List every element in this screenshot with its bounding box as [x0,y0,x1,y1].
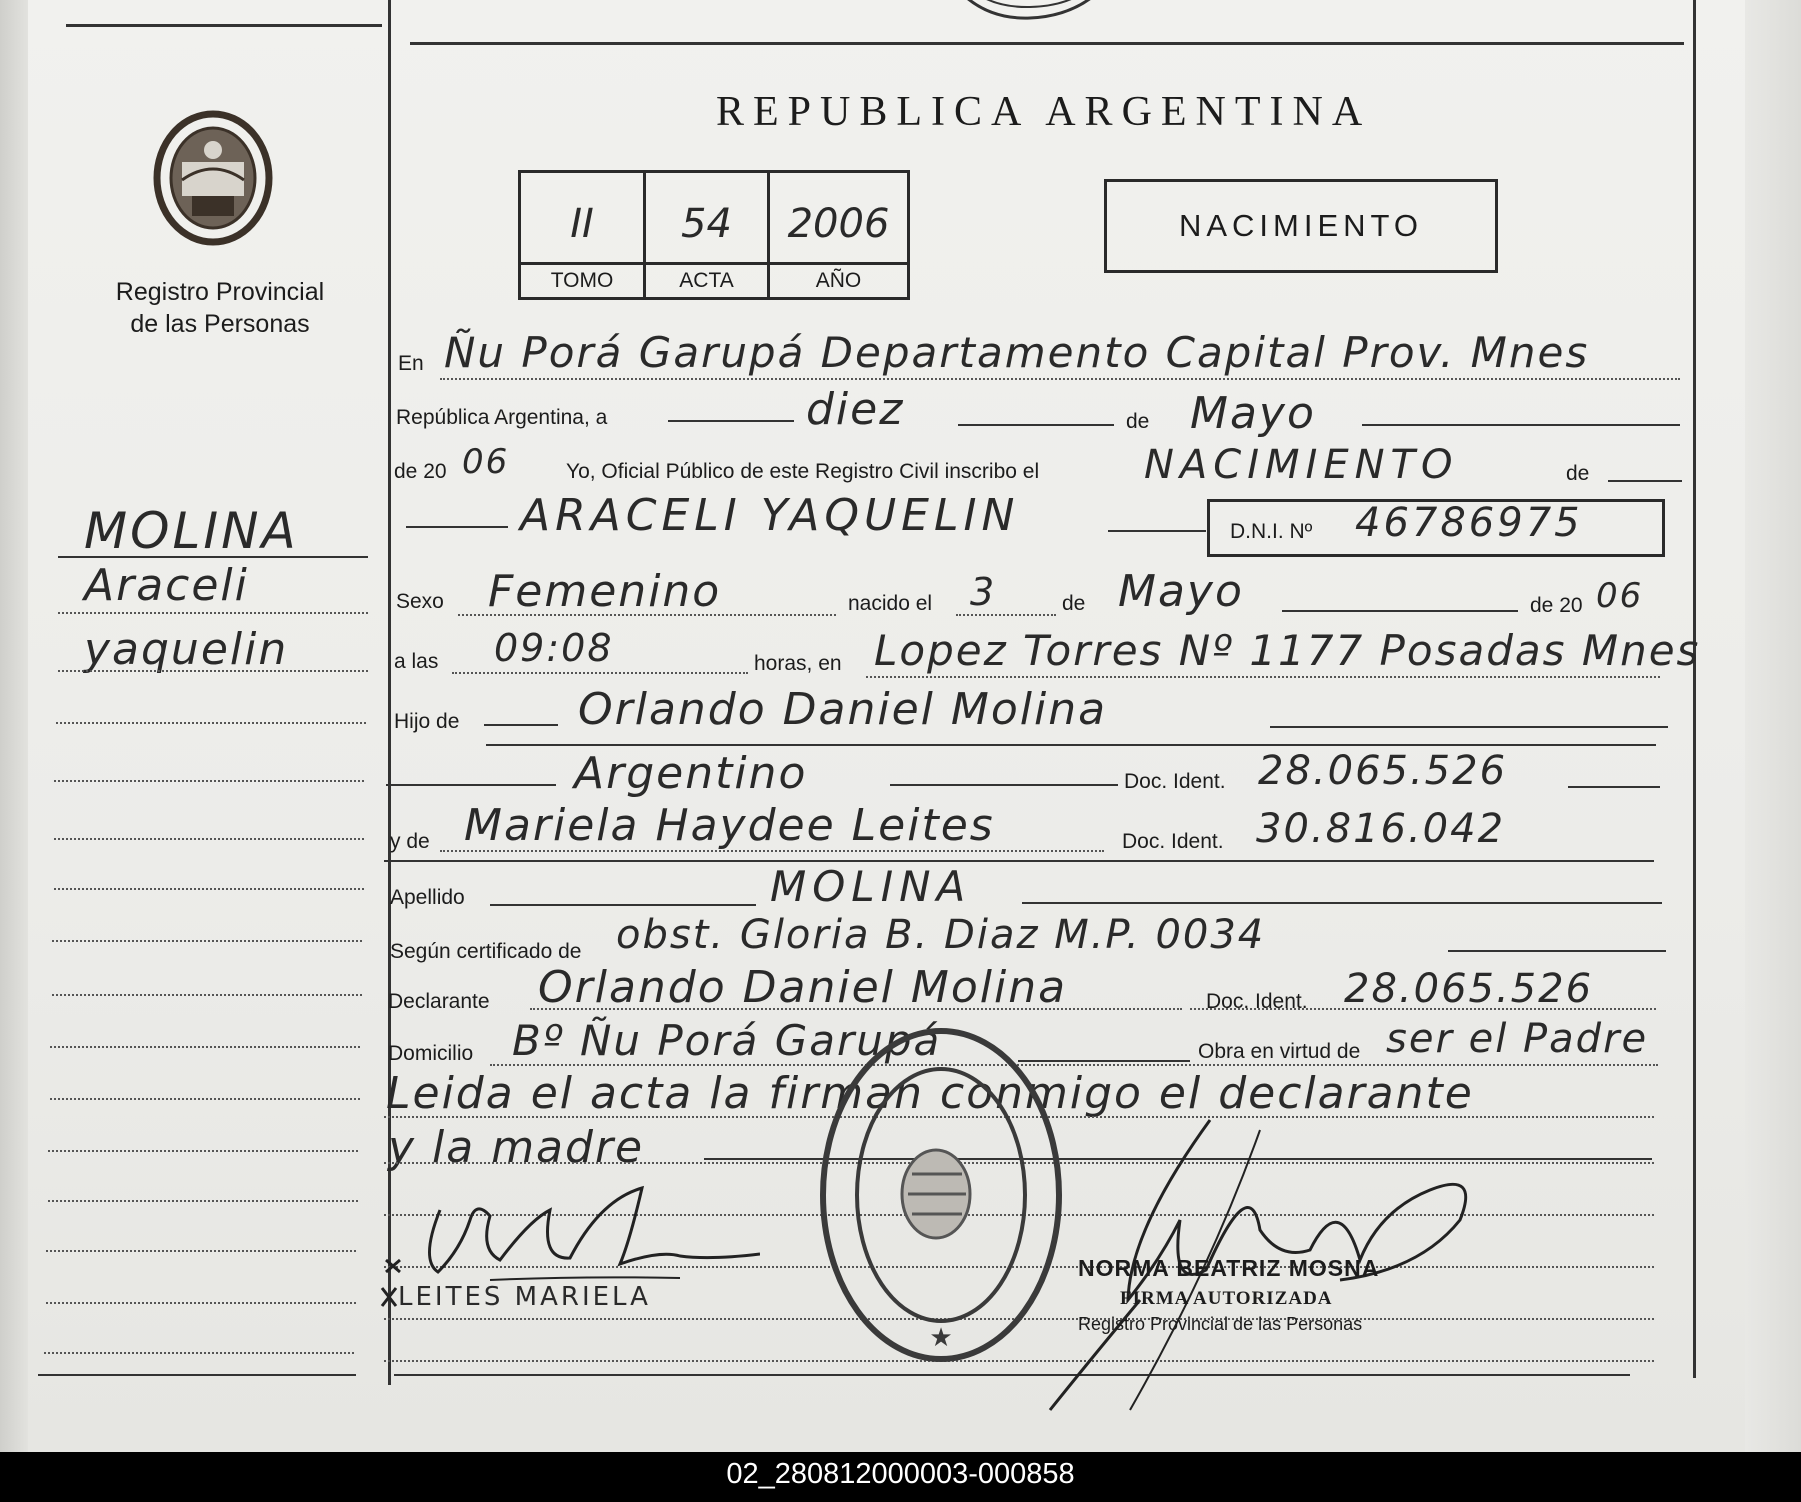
margin-rule-12 [48,1150,358,1152]
margin-rule-3 [58,670,368,672]
declarante-doc-label: Doc. Ident. [1206,990,1308,1013]
margin-rule-16 [44,1352,354,1354]
nac-trail-line [890,784,1118,786]
padre-value: Orlando Daniel Molina [578,684,1108,735]
country-title: REPUBLICA ARGENTINA [716,89,1372,135]
dia-value: diez [806,384,905,435]
name-trail-line [1108,530,1206,532]
bottom-rule-left [38,1374,356,1376]
obra-label: Obra en virtud de [1198,1040,1361,1063]
declarante-label: Declarante [388,990,490,1013]
horas-en-label: horas, en [754,652,842,675]
apellido-lead-line [490,904,756,906]
nacido-dia-value: 3 [970,570,997,614]
leida-value: Leida el acta la firman conmigo el declarante [386,1068,1474,1119]
nacido-mes-value: Mayo [1118,566,1244,617]
file-id-label: 02_280812000003-000858 [726,1458,1075,1490]
margin-rule-6 [54,838,364,840]
sexo-line [458,614,836,616]
padre-doc-value: 28.065.526 [1258,748,1508,794]
margin-rule-13 [48,1200,358,1202]
segun-line [1448,950,1666,952]
de-line-2 [1608,480,1682,482]
en-label: En [398,352,424,375]
madre-value: Mariela Haydee Leites [464,800,995,851]
sexo-label: Sexo [396,590,444,613]
tomo-value: II [570,201,594,247]
official-title: FIRMA AUTORIZADA [1120,1288,1333,1309]
padre-lead-line [484,724,558,726]
margin-rule-14 [46,1250,356,1252]
official-registry: Registro Provincial de las Personas [1078,1314,1363,1334]
margin-rule-9 [52,994,362,996]
registry-name-line2: de las Personas [130,310,310,338]
anio-cell [770,173,907,297]
apellido-label: Apellido [390,886,465,909]
top-rule-left [66,24,382,27]
record-type-box: NACIMIENTO [1104,179,1498,273]
dni-value: 46786975 [1355,500,1583,546]
padre-trail-line [1270,726,1668,728]
dni-box [1207,499,1665,557]
page-edge-right [1745,0,1801,1452]
declarante-doc-value: 28.065.526 [1344,966,1594,1012]
dni-label: D.N.I. Nº [1230,520,1313,543]
provincial-seal-icon [152,110,274,246]
margin-given-1: Araceli [84,560,249,611]
dia-lead-line [668,420,794,422]
nacido-label: nacido el [848,592,933,615]
official-name: NORMA BEATRIZ MOSNA [1078,1255,1380,1281]
margin-rule-5 [54,780,364,782]
segun-value: obst. Gloria B. Diaz M.P. 0034 [616,912,1266,958]
registry-name [90,276,350,340]
obra-value: ser el Padre [1386,1016,1649,1062]
a-las-label: a las [394,650,439,673]
domicilio-value: Bº Ñu Porá Garupá [512,1016,942,1065]
acta-label: ACTA [646,262,767,297]
nacido-anio-prefix-label: de 20 [1530,594,1583,617]
file-id-bar [0,1452,1801,1502]
madre-doc-label: Doc. Ident. [1122,830,1224,853]
madre-doc-value: 30.816.042 [1256,806,1506,852]
madre-line [440,850,1104,852]
acta-value: 54 [681,201,732,247]
padre-nac-value: Argentino [574,748,808,799]
registry-name-line1: Registro Provincial [115,278,325,306]
hijo-label: Hijo de [394,710,460,733]
declarante-value: Orlando Daniel Molina [538,962,1068,1013]
domicilio-label: Domicilio [388,1042,474,1065]
madre-line-value: y la madre [388,1122,645,1173]
margin-rule-2 [58,612,368,614]
domicilio-dotted [490,1064,1658,1066]
partial-seal-top [940,0,1120,40]
nacido-mes-line [1282,610,1518,612]
margin-rule-11 [50,1098,360,1100]
margin-rule-7 [54,888,364,890]
madre-signature-name: LEITES MARIELA [398,1282,651,1312]
nac-lead-line [386,784,556,786]
mes-line [1362,424,1680,426]
madre-signature-mark [380,1282,400,1312]
apellido-value: MOLINA [770,862,972,911]
anio-value: 2006 [787,201,890,247]
padre-doc-line [1568,786,1660,788]
inscribo-value: NACIMIENTO [1144,442,1459,488]
column-divider [388,0,391,1385]
nacido-anio-value: 06 [1596,576,1644,616]
acta-cell [646,173,770,297]
lugar-line [866,676,1660,678]
apellido-trail-line [1022,902,1662,904]
sexo-value: Femenino [488,566,722,617]
margin-rule-1 [58,556,368,558]
padre-doc-label: Doc. Ident. [1124,770,1226,793]
margin-rule-10 [50,1046,360,1048]
hora-value: 09:08 [494,626,614,670]
declarante-doc-line [1190,1008,1656,1010]
reference-box [518,170,910,300]
right-border [1693,0,1696,1378]
nacido-de-label: de [1062,592,1086,615]
page-edge-left [0,0,28,1452]
official-block [1078,1255,1379,1335]
anio-suffix-value: 06 [462,442,510,482]
tomo-cell [521,173,646,297]
declarante-line [530,1008,1182,1010]
hora-line [452,672,748,674]
de-label: de [1126,410,1150,433]
yo-label: Yo, Oficial Público de este Registro Civil inscribo el [566,460,1040,483]
republica-label: República Argentina, a [396,406,608,429]
name-lead-line [406,526,508,528]
lugar-value: Lopez Torres Nº 1177 Posadas Mnes [874,626,1701,675]
mes-value: Mayo [1190,388,1316,439]
segun-label: Según certificado de [390,940,582,963]
margin-surname: MOLINA [84,502,299,560]
en-line [440,378,1680,380]
margin-rule-8 [52,940,362,942]
en-value: Ñu Porá Garupá Departamento Capital Prov. Mnes [444,328,1590,377]
de-label-2: de [1566,462,1590,485]
svg-text:★: ★ [929,1322,953,1352]
hijo-rule [486,744,1656,746]
top-rule-right [410,42,1684,45]
y-de-label: y de [390,830,430,853]
anio-prefix-label: de 20 [394,460,447,483]
anio-label: AÑO [770,262,907,297]
dia-trail-line [958,424,1114,426]
margin-rule-4 [56,722,366,724]
nombre-value: ARACELI YAQUELIN [520,490,1020,541]
tomo-label: TOMO [521,262,643,297]
margin-rule-15 [46,1302,356,1304]
madre-rule [384,860,1654,862]
margin-given-2: yaquelin [84,624,289,675]
nacido-dia-line [956,614,1056,616]
